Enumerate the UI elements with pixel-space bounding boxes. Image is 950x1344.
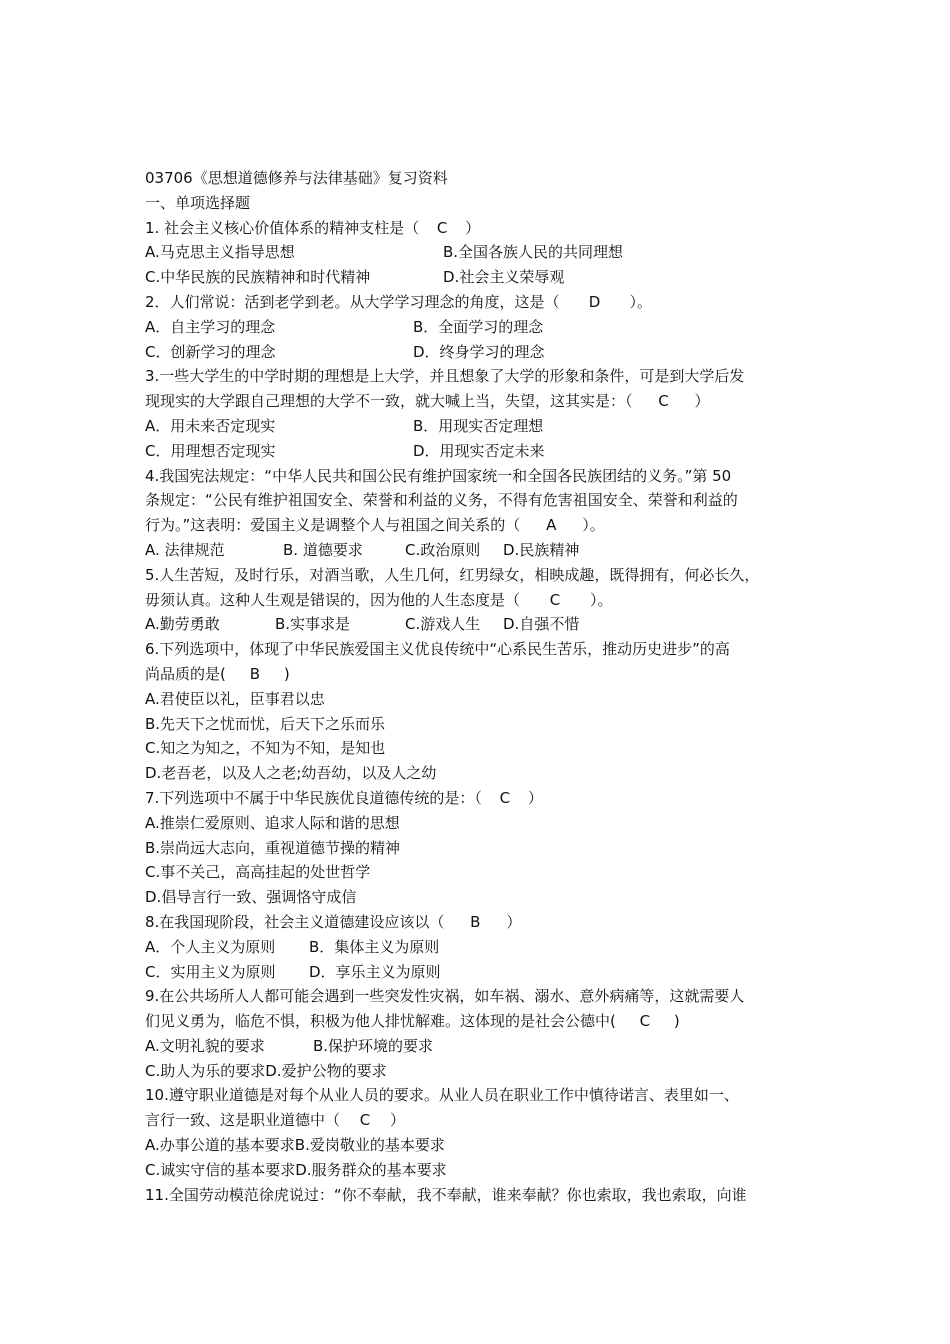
question-3-option-b: B．用现实否定理想 — [413, 416, 544, 435]
question-1-option-c: C.中华民族的民族精神和时代精神 — [145, 268, 371, 287]
question-10-option-a: A.办事公道的基本要求 — [145, 1136, 295, 1155]
question-8-answer: B — [470, 912, 481, 931]
question-4-line-3 — [145, 513, 810, 538]
question-4-line-2: 条规定：“公民有维护祖国安全、荣誉和利益的义务，不得有危害祖国安全、荣誉和利益的 — [145, 491, 738, 510]
question-1-stem: 1. 社会主义核心价值体系的精神支柱是（ — [145, 218, 420, 237]
question-4-option-c: C.政治原则 — [405, 540, 481, 559]
question-7-answer: C — [499, 788, 511, 807]
question-5-options — [145, 612, 810, 637]
question-4-answer: A — [546, 516, 557, 535]
question-2-close: ）。 — [629, 292, 653, 311]
question-9-close: ) — [673, 1012, 680, 1031]
question-7-option-b: B.崇尚远大志向，重视道德节操的精神 — [145, 838, 401, 857]
section-heading: 一、单项选择题 — [145, 193, 251, 212]
question-1 — [145, 216, 810, 241]
question-1-answer: C — [436, 218, 448, 237]
question-2-options-cd — [145, 340, 810, 365]
question-9-option-a: A.文明礼貌的要求 — [145, 1036, 265, 1055]
question-2-option-b: B．全面学习的理念 — [413, 317, 544, 336]
question-10-option-b: B.爱岗敬业的基本要求 — [294, 1136, 445, 1155]
question-7 — [145, 786, 810, 811]
question-6-line-1: 6.下列选项中，体现了中华民族爱国主义优良传统中“心系民生苦乐，推动历史进步”的高 — [145, 640, 730, 659]
question-5-stem: 毋须认真。这种人生观是错误的，因为他的人生态度是（ — [145, 590, 521, 609]
document-title: 03706《思想道德修养与法律基础》复习资料 — [145, 169, 448, 187]
question-10-options-cd — [145, 1158, 810, 1183]
question-8-close: ） — [506, 912, 522, 931]
question-2 — [145, 290, 810, 315]
question-4-line-1: 4.我国宪法规定：“中华人民共和国公民有维护国家统一和全国各民族团结的义务。”第 50 — [145, 466, 732, 485]
question-2-option-d: D．终身学习的理念 — [413, 342, 545, 361]
question-5-answer: C — [549, 590, 561, 609]
question-3-answer: C — [658, 392, 669, 411]
question-7-option-a: A.推崇仁爱原则、追求人际和谐的思想 — [145, 813, 400, 832]
question-6-stem: 尚品质的是( — [145, 664, 226, 683]
question-9-options-ab — [145, 1034, 810, 1059]
question-2-stem: 2．人们常说：活到老学到老。从大学学习理念的角度，这是（ — [145, 292, 560, 311]
question-7-option-d: D.倡导言行一致、强调恪守成信 — [145, 888, 357, 907]
question-3-option-d: D．用现实否定未来 — [413, 441, 545, 460]
question-4-options — [145, 538, 810, 563]
question-10-close: ） — [390, 1111, 406, 1130]
question-5-option-a: A.勤劳勇敢 — [145, 615, 220, 634]
question-6-answer: B — [249, 664, 260, 683]
question-2-option-a: A．自主学习的理念 — [145, 317, 276, 336]
question-6-option-c: C.知之为知之，不知为不知，是知也 — [145, 739, 386, 758]
question-9-line-2 — [145, 1009, 810, 1034]
question-10-option-c: C.诚实守信的基本要求 — [145, 1160, 296, 1179]
question-8-option-a: A．个人主义为原则 — [145, 937, 276, 956]
question-5-line-2 — [145, 588, 810, 613]
question-6-option-d: D.老吾老，以及人之老;幼吾幼，以及人之幼 — [145, 764, 437, 783]
question-1-option-d: D.社会主义荣辱观 — [443, 268, 565, 287]
question-3-stem: 现现实的大学跟自己理想的大学不一致，就大喊上当，失望，这其实是：（ — [145, 392, 633, 411]
question-8-option-d: D．享乐主义为原则 — [309, 962, 441, 981]
question-3-line-1: 3.一些大学生的中学时期的理想是上大学，并且想象了大学的形象和条件，可是到大学后发 — [145, 367, 745, 386]
question-6-option-b: B.先天下之忧而忧，后天下之乐而乐 — [145, 714, 386, 733]
question-5-option-d: D.自强不惜 — [503, 615, 580, 634]
question-2-options-ab — [145, 315, 810, 340]
question-2-answer: D — [588, 292, 601, 311]
question-4-close: ）。 — [582, 516, 605, 535]
question-4-option-d: D.民族精神 — [503, 540, 580, 559]
question-8-stem: 8.在我国现阶段，社会主义道德建设应该以（ — [145, 912, 445, 931]
question-8-options-cd — [145, 960, 810, 985]
question-1-option-b: B.全国各族人民的共同理想 — [443, 243, 624, 262]
question-3-option-a: A．用未来否定现实 — [145, 416, 276, 435]
question-9-option-c: C.助人为乐的要求 — [145, 1061, 266, 1080]
question-3-close: ） — [694, 392, 710, 411]
question-5-option-b: B.实事求是 — [275, 615, 351, 634]
question-7-close: ） — [527, 788, 543, 807]
question-5-option-c: C.游戏人生 — [405, 615, 481, 634]
question-1-options-ab — [145, 240, 810, 265]
question-11-line-1: 11.全国劳动模范徐虎说过：“你不奉献，我不奉献，谁来奉献？你也索取，我也索取，向谁 — [145, 1185, 747, 1204]
question-4-option-a: A. 法律规范 — [145, 540, 225, 559]
question-10-option-d: D.服务群众的基本要求 — [295, 1160, 447, 1179]
question-1-option-a: A.马克思主义指导思想 — [145, 243, 295, 262]
question-10-stem: 言行一致、这是职业道德中（ — [145, 1111, 341, 1130]
question-9-answer: C — [639, 1012, 651, 1031]
question-9-option-b: B.保护环境的要求 — [313, 1036, 434, 1055]
question-1-close: ） — [465, 218, 481, 237]
question-10-options-ab — [145, 1133, 810, 1158]
question-4-option-b: B. 道德要求 — [283, 540, 363, 559]
question-2-option-c: C．创新学习的理念 — [145, 342, 276, 361]
question-10-answer: C — [359, 1111, 371, 1130]
question-6-close: ) — [283, 664, 290, 683]
question-8-option-b: B．集体主义为原则 — [309, 937, 440, 956]
question-9-option-d: D.爱护公物的要求 — [265, 1061, 387, 1080]
question-9-line-1: 9.在公共场所人人都可能会遇到一些突发性灾祸，如车祸、溺水、意外病痛等，这就需要人 — [145, 987, 745, 1006]
question-10-line-1: 10.遵守职业道德是对每个从业人员的要求。从业人员在职业工作中慎待诺言、表里如一、 — [145, 1086, 739, 1105]
question-8 — [145, 910, 810, 935]
question-8-option-c: C．实用主义为原则 — [145, 962, 276, 981]
question-6-option-a: A.君使臣以礼，臣事君以忠 — [145, 689, 325, 708]
question-1-options-cd — [145, 265, 810, 290]
question-4-stem: 行为。”这表明：爱国主义是调整个人与祖国之间关系的（ — [145, 516, 521, 535]
question-5-close: ）。 — [590, 590, 613, 609]
question-3-line-2 — [145, 389, 810, 414]
question-8-options-ab — [145, 935, 810, 960]
question-7-stem: 7.下列选项中不属于中华民族优良道德传统的是：（ — [145, 788, 482, 807]
question-9-options-cd — [145, 1059, 810, 1084]
question-3-options-cd — [145, 439, 810, 464]
question-6-line-2 — [145, 662, 810, 687]
question-5-line-1: 5.人生苦短，及时行乐，对酒当歌，人生几何，红男绿女，相映成趣，既得拥有，何必长久， — [145, 565, 760, 584]
question-7-option-c: C.事不关己，高高挂起的处世哲学 — [145, 863, 371, 882]
question-3-options-ab — [145, 414, 810, 439]
question-3-option-c: C．用理想否定现实 — [145, 441, 276, 460]
document-page — [145, 166, 810, 1207]
question-9-stem: 们见义勇为，临危不惧，积极为他人排忧解难。这体现的是社会公德中( — [145, 1012, 616, 1031]
question-10-line-2 — [145, 1108, 810, 1133]
